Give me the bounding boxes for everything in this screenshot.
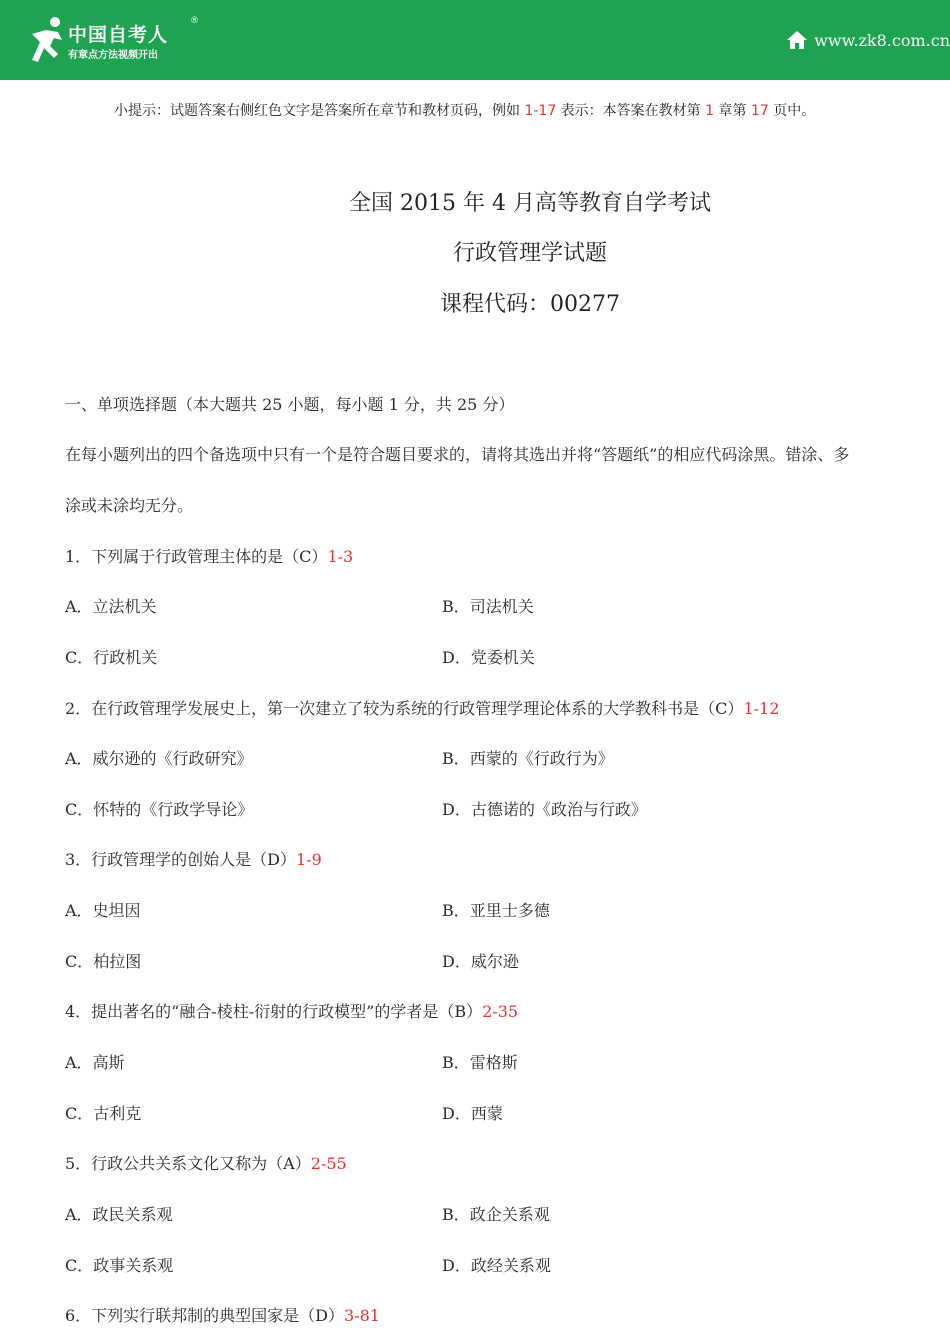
answer-ref: 2-35 bbox=[482, 1002, 519, 1021]
option-a: A．史坦因 bbox=[65, 901, 141, 920]
brand-slogan: 有章点方法视频开出 bbox=[68, 50, 158, 61]
option-a: A．政民关系观 bbox=[65, 1205, 173, 1224]
option-c: C．怀特的《行政学导论》 bbox=[65, 800, 254, 819]
question-stem bbox=[65, 1303, 380, 1326]
hint-example: 1-17 bbox=[524, 103, 557, 119]
home-icon bbox=[786, 30, 808, 50]
hint-line bbox=[0, 100, 950, 120]
option-c: C．行政机关 bbox=[65, 648, 158, 667]
site-url: www.zk8.com.cn bbox=[814, 30, 950, 50]
option-a: A．立法机关 bbox=[65, 597, 157, 616]
question-stem bbox=[65, 999, 518, 1022]
runner-logo-icon bbox=[28, 14, 68, 66]
question-stem bbox=[65, 544, 353, 567]
site-link[interactable] bbox=[786, 30, 950, 50]
answer-ref: 1-12 bbox=[743, 699, 780, 718]
brand-name: 中国自考人 bbox=[68, 24, 169, 46]
question-text: 2．在行政管理学发展史上，第一次建立了较为系统的行政管理学理论体系的大学教科书是（C） bbox=[65, 699, 744, 718]
option-b: B．西蒙的《行政行为》 bbox=[442, 749, 614, 768]
question-text: 4．提出著名的“融合-棱柱-衍射的行政模型”的学者是（B） bbox=[65, 1002, 483, 1021]
question-text: 5．行政公共关系文化又称为（A） bbox=[65, 1154, 311, 1173]
option-c: C．柏拉图 bbox=[65, 952, 142, 971]
answer-ref: 1-9 bbox=[296, 850, 322, 869]
option-b: B．政企关系观 bbox=[442, 1205, 550, 1224]
option-b: B．司法机关 bbox=[442, 597, 534, 616]
hint-page: 17 bbox=[750, 103, 769, 119]
option-d: D．党委机关 bbox=[442, 648, 535, 667]
question-stem bbox=[65, 847, 322, 870]
hint-middle: 表示：本答案在教材第 bbox=[556, 103, 706, 119]
exam-subject: 行政管理学试题 bbox=[452, 241, 607, 266]
question-stem bbox=[65, 1151, 347, 1174]
registered-mark: ® bbox=[190, 16, 199, 26]
question-text: 1．下列属于行政管理主体的是（C） bbox=[65, 547, 328, 566]
answer-ref: 1-3 bbox=[327, 547, 354, 566]
hint-prefix: 小提示：试题答案右侧红色文字是答案所在章节和教材页码，例如 bbox=[114, 103, 525, 119]
site-header bbox=[0, 0, 950, 80]
option-b: B．亚里士多德 bbox=[442, 901, 550, 920]
answer-ref: 2-55 bbox=[310, 1154, 347, 1173]
hint-suffix: 页中。 bbox=[768, 103, 816, 119]
option-d: D．政经关系观 bbox=[442, 1256, 551, 1275]
option-d: D．古德诺的《政治与行政》 bbox=[442, 800, 647, 819]
hint-chapter: 1 bbox=[705, 103, 715, 119]
section-instruction-cont: 涂或未涂均无分。 bbox=[65, 496, 194, 515]
section-instruction: 在每小题列出的四个备选项中只有一个是符合题目要求的，请将其选出并将“答题纸”的相应代码涂黑。错涂、多 bbox=[65, 445, 850, 464]
hint-chapter-suffix: 章第 bbox=[714, 103, 751, 119]
section-heading: 一、单项选择题（本大题共 25 小题，每小题 1 分，共 25 分） bbox=[65, 395, 515, 414]
option-c: C．政事关系观 bbox=[65, 1256, 174, 1275]
option-a: A．高斯 bbox=[65, 1053, 125, 1072]
option-d: D．西蒙 bbox=[442, 1104, 503, 1123]
option-c: C．古利克 bbox=[65, 1104, 142, 1123]
exam-title: 全国 2015 年 4 月高等教育自学考试 bbox=[349, 191, 711, 216]
option-b: B．雷格斯 bbox=[442, 1053, 518, 1072]
question-text: 3．行政管理学的创始人是（D） bbox=[65, 850, 297, 869]
option-d: D．威尔逊 bbox=[442, 952, 519, 971]
answer-ref: 3-81 bbox=[344, 1306, 380, 1325]
option-a: A．威尔逊的《行政研究》 bbox=[65, 749, 253, 768]
question-stem bbox=[65, 696, 779, 719]
question-text: 6．下列实行联邦制的典型国家是（D） bbox=[65, 1306, 345, 1325]
course-code: 课程代码：00277 bbox=[440, 292, 620, 317]
